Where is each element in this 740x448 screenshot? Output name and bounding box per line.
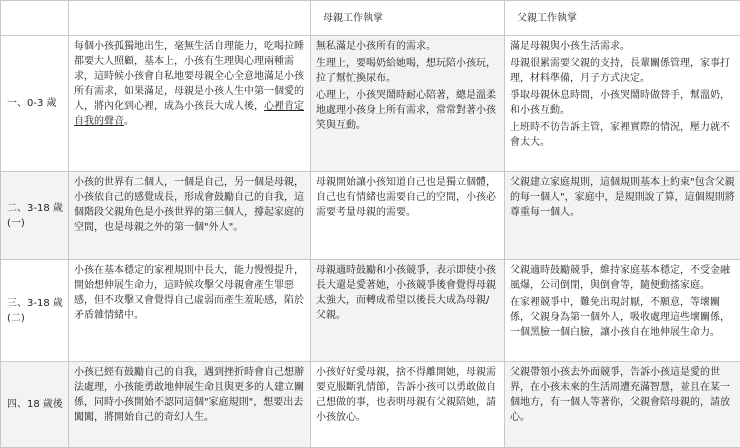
mother-duty: 母親適時鼓勵和小孩競爭，表示即使小孩長大還是愛著她，小孩競爭後會覺得母親太強大，而轉成希望以後長大成為母親/父親。	[316, 263, 499, 323]
mother-duties	[311, 36, 505, 172]
table-row	[1, 36, 740, 172]
father-duty: 父親建立家庭規則，這個規則基本上約束"包含父親的每一個人"，家庭中，是規則說了算，這個規則將尊重每一個人。	[510, 175, 735, 220]
stage-label: 二、3-18 歲(一)	[1, 172, 69, 260]
father-duty: 父親適時鼓勵競爭，維持家庭基本穩定，不受金融風爆，公司倒閉，與倒會等，隨便動搖家庭。	[510, 263, 735, 293]
header-stage	[1, 1, 69, 36]
child-description: 小孩的世界有二個人，一個是自己，另一個是母親，小孩依自己的感覺成長，形成會鼓勵自己的自我，這個階段父親角色是小孩世界的第三個人，撐起家庭的空間，也是母親之外的第一個"外人"。	[69, 172, 311, 260]
header-child	[69, 1, 311, 36]
header-father: 父親工作執掌	[505, 1, 740, 36]
father-duty: 上班時不彷告訴主管，家裡實際的情況，壓力就不會太大。	[510, 120, 735, 150]
table-row	[1, 260, 740, 362]
father-duties	[505, 260, 740, 362]
father-duties	[505, 172, 740, 260]
mother-duty: 生理上，要喝奶給她喝，想玩陪小孩玩，拉了幫忙換尿布。	[316, 56, 499, 86]
child-text-end: 。	[124, 116, 134, 127]
table-row	[1, 172, 740, 260]
mother-duties	[311, 260, 505, 362]
stage-label: 四、18 歲後	[1, 362, 69, 448]
child-text-underlined: 心裡肯定自我的聲音	[74, 101, 304, 127]
mother-duties	[311, 362, 505, 448]
mother-duty: 無私滿足小孩所有的需求。	[316, 39, 499, 54]
child-text: 每個小孩孤獨地出生，毫無生活自理能力，吃喝拉睡都要大人照顧，基本上，小孩有生理與心理兩種需求，這時候小孩會自私地要母親全心全意地滿足小孩所有需求，如果滿足，母親是小孩人生中第一個愛的人，將內化到心裡，成為小孩長大成人後，	[74, 41, 304, 112]
stage-label: 三、3-18 歲(二)	[1, 260, 69, 362]
child-description: 小孩在基本穩定的家裡規則中長大，能力慢慢提升，開始想伸展生命力，這時候攻擊父母親會產生罪惡感，但不攻擊又會覺得自己虛弱而產生羞恥感，陷於矛盾雜情緒中。	[69, 260, 311, 362]
father-duty: 爭取母親休息時間，小孩哭鬧時做替手，幫溫奶，和小孩互動。	[510, 88, 735, 118]
father-duty: 父親帶領小孩去外面競爭，告訴小孩這是愛的世界，在小孩未來的生活周遭充滿智慧，並且在某一個地方，有一個人等著你，父親會陪母親的，請放心。	[510, 365, 735, 425]
table-row	[1, 362, 740, 448]
father-duties	[505, 362, 740, 448]
child-description: 小孩已經有鼓勵自己的自我，遇到挫折時會自己想辦法處理，小孩能勇敢地伸展生命且與更多的人建立關係，同時小孩開始不認同這個"家庭規則"，想要出去闖闖，將開始自己的奇幻人生。	[69, 362, 311, 448]
mother-duties	[311, 172, 505, 260]
mother-duty: 母親開始讓小孩知道自己也是獨立個體，自己也有情緒也需要自己的空間，小孩必需要考量母親的需要。	[316, 175, 499, 220]
child-description	[69, 36, 311, 172]
header-row	[1, 1, 740, 36]
mother-duty: 心理上，小孩哭鬧時耐心陪著，總是溫柔地處理小孩身上所有需求，常常對著小孩笑與互動。	[316, 88, 499, 133]
mother-duty: 小孩好好愛母親，捨不得離開她，母親需要克服斷乳情節，告訴小孩可以勇敢做自己想做的事，也表明母親有父親陪她，請小孩放心。	[316, 365, 499, 425]
stage-label: 一、0-3 歲	[1, 36, 69, 172]
father-duty: 在家裡競爭中，難免出現討厭，不願意，等壞關係，父親身為第一個外人，吸收處理這些壞關係，一個黑臉一個白臉，讓小孩自在地伸展生命力。	[510, 295, 735, 340]
header-mother: 母親工作執掌	[311, 1, 505, 36]
father-duty: 母親很累需要父親的支持，長輩關係管理，家事打理，材料準備，月子方式決定。	[510, 56, 735, 86]
father-duty: 滿足母親與小孩生活需求。	[510, 39, 735, 54]
father-duties	[505, 36, 740, 172]
